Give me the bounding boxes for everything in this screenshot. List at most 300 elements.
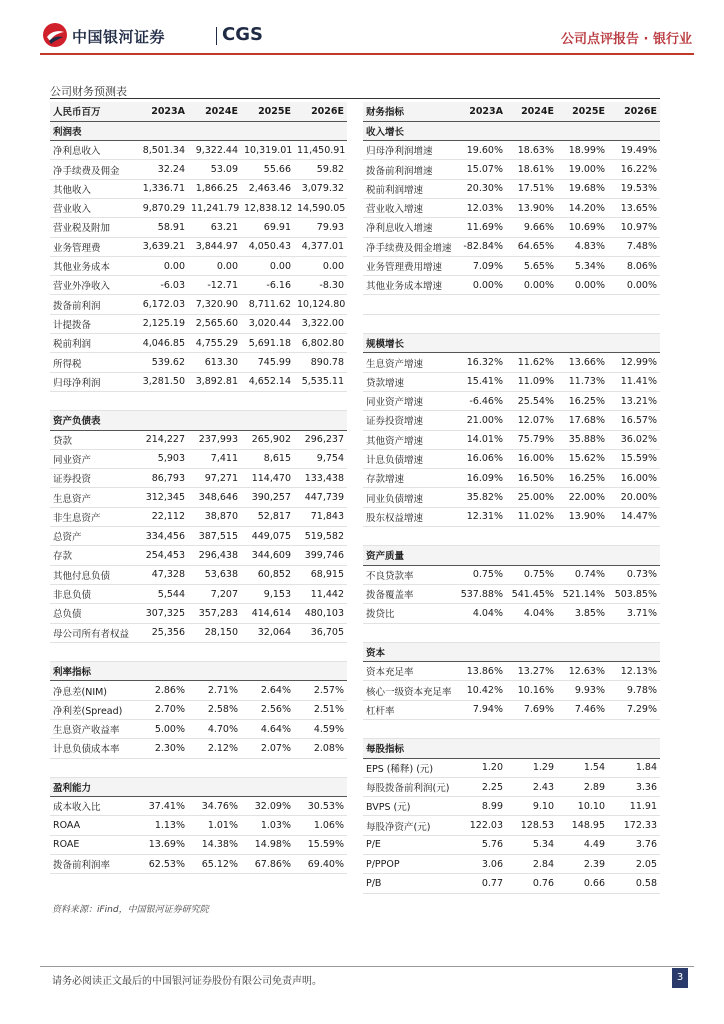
- row-value: 18.63%: [506, 141, 557, 160]
- row-value: 6,172.03: [138, 295, 188, 314]
- spacer-cell: [188, 391, 241, 410]
- row-value: 20.00%: [608, 488, 660, 507]
- row-value: 2.89: [557, 777, 608, 796]
- row-value: 11.69%: [456, 218, 506, 237]
- table-row: [50, 314, 347, 333]
- spacer-cell: [363, 314, 456, 333]
- row-value: 16.22%: [608, 160, 660, 179]
- spacer-cell: [456, 623, 506, 642]
- row-value: 1.03%: [241, 816, 294, 835]
- row-value: 1,866.25: [188, 179, 241, 198]
- row-label: 营业收入: [50, 198, 138, 217]
- row-value: 75.79%: [506, 430, 557, 449]
- header-year: 2025E: [557, 102, 608, 121]
- row-value: 3,079.32: [294, 179, 347, 198]
- table-row: [363, 700, 660, 719]
- footer-divider: [40, 966, 694, 967]
- row-label: 存款: [50, 546, 138, 565]
- row-value: 4.49: [557, 835, 608, 854]
- row-value: 15.62%: [557, 449, 608, 468]
- row-value: 5,691.18: [241, 334, 294, 353]
- row-value: 59.82: [294, 160, 347, 179]
- row-label: 证券投资增速: [363, 411, 456, 430]
- spacer-cell: [50, 758, 138, 777]
- table-row: [363, 237, 660, 256]
- spacer-cell: [608, 527, 660, 546]
- spacer-cell: [363, 527, 456, 546]
- row-value: 5.00%: [138, 720, 188, 739]
- section-label: 利率指标: [50, 662, 347, 681]
- header-label: 人民币百万: [50, 102, 138, 121]
- row-value: 2.84: [506, 855, 557, 874]
- row-value: 16.25%: [557, 469, 608, 488]
- spacer-row: [363, 623, 660, 642]
- row-value: 0.00: [294, 256, 347, 275]
- row-label: 税前利润增速: [363, 179, 456, 198]
- table-row: [363, 391, 660, 410]
- table-header-row: [50, 102, 347, 121]
- page-number: 3: [672, 968, 688, 988]
- row-value: 16.25%: [557, 391, 608, 410]
- spacer-cell: [138, 758, 188, 777]
- row-label: BVPS (元): [363, 797, 456, 816]
- row-value: 58.91: [138, 218, 188, 237]
- table-row: [50, 527, 347, 546]
- row-value: 2,565.60: [188, 314, 241, 333]
- spacer-row: [50, 391, 347, 410]
- row-value: 18.99%: [557, 141, 608, 160]
- row-label: 计提拨备: [50, 314, 138, 333]
- spacer-cell: [363, 623, 456, 642]
- spacer-row: [363, 314, 660, 333]
- row-value: 11.62%: [506, 353, 557, 372]
- row-value: 1,336.71: [138, 179, 188, 198]
- row-value: 37.41%: [138, 797, 188, 816]
- table-row: [363, 449, 660, 468]
- row-value: 60,852: [241, 565, 294, 584]
- row-value: 133,438: [294, 469, 347, 488]
- row-value: 15.41%: [456, 372, 506, 391]
- row-value: 2.57%: [294, 681, 347, 700]
- row-label: ROAE: [50, 835, 138, 854]
- spacer-cell: [506, 295, 557, 314]
- spacer-cell: [50, 391, 138, 410]
- row-value: 11,442: [294, 584, 347, 603]
- row-value: 7,411: [188, 449, 241, 468]
- row-label: 其他资产增速: [363, 430, 456, 449]
- row-value: 114,470: [241, 469, 294, 488]
- row-label: P/B: [363, 874, 456, 893]
- row-value: 14.98%: [241, 835, 294, 854]
- row-value: 13.69%: [138, 835, 188, 854]
- spacer-cell: [456, 295, 506, 314]
- row-value: 16.50%: [506, 469, 557, 488]
- row-value: 13.90%: [557, 507, 608, 526]
- row-label: 不良贷款率: [363, 565, 456, 584]
- table-row: [50, 623, 347, 642]
- table-row: [363, 662, 660, 681]
- row-value: 4.83%: [557, 237, 608, 256]
- table-row: [50, 160, 347, 179]
- section-label: 资产质量: [363, 546, 660, 565]
- report-type: 公司点评报告 · 银行业: [561, 32, 692, 47]
- row-label: 总资产: [50, 527, 138, 546]
- row-value: 12.31%: [456, 507, 506, 526]
- logo-english: CGS: [222, 24, 263, 45]
- table-row: [50, 256, 347, 275]
- row-label: 净息差(NIM): [50, 681, 138, 700]
- row-value: 19.68%: [557, 179, 608, 198]
- section-header-row: [50, 121, 347, 140]
- row-value: 10.42%: [456, 681, 506, 700]
- spacer-cell: [608, 295, 660, 314]
- logo-text: 中国银河证券: [72, 28, 166, 46]
- row-value: 38,870: [188, 507, 241, 526]
- table-row: [363, 372, 660, 391]
- row-value: 7.94%: [456, 700, 506, 719]
- row-value: 10.97%: [608, 218, 660, 237]
- row-label: 生息资产收益率: [50, 720, 138, 739]
- table-row: [363, 855, 660, 874]
- row-value: 4,755.29: [188, 334, 241, 353]
- table-row: [363, 179, 660, 198]
- table-row: [50, 584, 347, 603]
- row-value: 64.65%: [506, 237, 557, 256]
- row-value: 447,739: [294, 488, 347, 507]
- spacer-cell: [506, 720, 557, 739]
- row-value: 9.10: [506, 797, 557, 816]
- row-value: 10.10: [557, 797, 608, 816]
- row-value: 4.04%: [456, 604, 506, 623]
- row-value: 11.91: [608, 797, 660, 816]
- row-value: 503.85%: [608, 584, 660, 603]
- row-value: 63.21: [188, 218, 241, 237]
- row-value: 67.86%: [241, 855, 294, 874]
- row-value: 65.12%: [188, 855, 241, 874]
- row-value: 5.76: [456, 835, 506, 854]
- row-value: 4,046.85: [138, 334, 188, 353]
- row-label: 贷款: [50, 430, 138, 449]
- section-label: 规模增长: [363, 334, 660, 353]
- row-value: 7.48%: [608, 237, 660, 256]
- row-value: 25.00%: [506, 488, 557, 507]
- row-label: 存款增速: [363, 469, 456, 488]
- row-value: 3,281.50: [138, 372, 188, 391]
- header-year: 2024E: [188, 102, 241, 121]
- section-label: 每股指标: [363, 739, 660, 758]
- row-value: 32,064: [241, 623, 294, 642]
- row-value: 53.09: [188, 160, 241, 179]
- spacer-row: [50, 758, 347, 777]
- row-value: 32.09%: [241, 797, 294, 816]
- row-value: 2.51%: [294, 700, 347, 719]
- spacer-cell: [557, 527, 608, 546]
- section-header-row: [363, 121, 660, 140]
- row-value: 5.34: [506, 835, 557, 854]
- row-value: 19.49%: [608, 141, 660, 160]
- spacer-row: [363, 295, 660, 314]
- section-header-row: [363, 642, 660, 661]
- row-value: -6.16: [241, 276, 294, 295]
- row-value: 11.02%: [506, 507, 557, 526]
- table-row: [50, 179, 347, 198]
- row-value: 0.00: [138, 256, 188, 275]
- row-value: 480,103: [294, 604, 347, 623]
- table-row: [50, 816, 347, 835]
- row-value: 390,257: [241, 488, 294, 507]
- row-label: 计息负债增速: [363, 449, 456, 468]
- table-row: [50, 218, 347, 237]
- row-value: 2.70%: [138, 700, 188, 719]
- row-value: 14.47%: [608, 507, 660, 526]
- row-value: 12.07%: [506, 411, 557, 430]
- spacer-row: [363, 720, 660, 739]
- disclaimer: 请务必阅读正文最后的中国银河证券股份有限公司免责声明。: [52, 976, 322, 987]
- row-label: 股东权益增速: [363, 507, 456, 526]
- table-row: [363, 141, 660, 160]
- row-value: 69.40%: [294, 855, 347, 874]
- row-label: 归母净利润: [50, 372, 138, 391]
- row-value: 2,125.19: [138, 314, 188, 333]
- row-value: 34.76%: [188, 797, 241, 816]
- table-row: [50, 604, 347, 623]
- row-value: 55.66: [241, 160, 294, 179]
- section-header-row: [50, 411, 347, 430]
- table-row: [363, 604, 660, 623]
- spacer-cell: [294, 758, 347, 777]
- row-label: 拨备前利润增速: [363, 160, 456, 179]
- section-header-row: [50, 662, 347, 681]
- row-label: 营业税及附加: [50, 218, 138, 237]
- row-value: 17.51%: [506, 179, 557, 198]
- spacer-cell: [557, 623, 608, 642]
- page-header: [40, 20, 694, 60]
- row-value: 1.01%: [188, 816, 241, 835]
- row-value: 62.53%: [138, 855, 188, 874]
- section-label: 资产负债表: [50, 411, 347, 430]
- row-label: 每股拨备前利润(元): [363, 777, 456, 796]
- row-label: P/E: [363, 835, 456, 854]
- row-label: 杠杆率: [363, 700, 456, 719]
- row-value: 35.88%: [557, 430, 608, 449]
- row-value: 22,112: [138, 507, 188, 526]
- row-label: 营业收入增速: [363, 198, 456, 217]
- header-year: 2024E: [506, 102, 557, 121]
- row-value: 3,322.00: [294, 314, 347, 333]
- row-label: 净手续费及佣金增速: [363, 237, 456, 256]
- section-label: 收入增长: [363, 121, 660, 140]
- table-row: [363, 816, 660, 835]
- row-value: 36.02%: [608, 430, 660, 449]
- row-label: 计息负债成本率: [50, 739, 138, 758]
- row-label: 拨备前利润: [50, 295, 138, 314]
- spacer-cell: [506, 314, 557, 333]
- row-label: 非息负债: [50, 584, 138, 603]
- row-value: 3.06: [456, 855, 506, 874]
- row-value: 68,915: [294, 565, 347, 584]
- table-row: [50, 334, 347, 353]
- row-value: 357,283: [188, 604, 241, 623]
- section-label: 利润表: [50, 121, 347, 140]
- table-row: [50, 855, 347, 874]
- section-label: 资本: [363, 642, 660, 661]
- table-row: [363, 507, 660, 526]
- row-value: 2.39: [557, 855, 608, 874]
- row-value: 9.93%: [557, 681, 608, 700]
- row-label: 其他收入: [50, 179, 138, 198]
- row-label: 同业资产: [50, 449, 138, 468]
- source-note: 资料来源：iFind，中国银河证券研究院: [52, 905, 209, 915]
- row-value: 5,544: [138, 584, 188, 603]
- header-year: 2026E: [294, 102, 347, 121]
- row-value: 172.33: [608, 816, 660, 835]
- spacer-cell: [241, 642, 294, 661]
- row-value: 2.43: [506, 777, 557, 796]
- row-value: 296,237: [294, 430, 347, 449]
- row-label: 净利息收入增速: [363, 218, 456, 237]
- spacer-cell: [608, 314, 660, 333]
- row-value: 1.13%: [138, 816, 188, 835]
- row-value: 18.61%: [506, 160, 557, 179]
- row-value: -82.84%: [456, 237, 506, 256]
- row-value: 13.21%: [608, 391, 660, 410]
- row-value: 1.84: [608, 758, 660, 777]
- row-value: 36,705: [294, 623, 347, 642]
- row-value: 214,227: [138, 430, 188, 449]
- row-value: 9,754: [294, 449, 347, 468]
- table-row: [50, 353, 347, 372]
- row-value: 15.59%: [294, 835, 347, 854]
- header-label: 财务指标: [363, 102, 456, 121]
- row-label: 其他付息负债: [50, 565, 138, 584]
- table-row: [50, 720, 347, 739]
- spacer-cell: [138, 391, 188, 410]
- row-label: 非生息资产: [50, 507, 138, 526]
- row-value: 19.60%: [456, 141, 506, 160]
- row-value: 30.53%: [294, 797, 347, 816]
- row-value: 8.99: [456, 797, 506, 816]
- row-value: 8,711.62: [241, 295, 294, 314]
- row-value: 2.71%: [188, 681, 241, 700]
- row-value: 9,322.44: [188, 141, 241, 160]
- row-value: 2.30%: [138, 739, 188, 758]
- table-row: [363, 835, 660, 854]
- spacer-row: [363, 527, 660, 546]
- table-row: [363, 874, 660, 893]
- row-value: 3.36: [608, 777, 660, 796]
- header-year: 2023A: [138, 102, 188, 121]
- row-label: 业务管理费: [50, 237, 138, 256]
- row-label: 其他业务成本: [50, 256, 138, 275]
- row-value: 0.00: [241, 256, 294, 275]
- row-label: 每股净资产(元): [363, 816, 456, 835]
- row-value: 21.00%: [456, 411, 506, 430]
- table-row: [363, 758, 660, 777]
- row-value: 148.95: [557, 816, 608, 835]
- row-value: 312,345: [138, 488, 188, 507]
- row-label: 生息资产: [50, 488, 138, 507]
- row-value: 15.59%: [608, 449, 660, 468]
- row-value: 890.78: [294, 353, 347, 372]
- table-row: [363, 256, 660, 275]
- spacer-cell: [138, 642, 188, 661]
- spacer-cell: [241, 758, 294, 777]
- row-label: 拨备覆盖率: [363, 584, 456, 603]
- spacer-cell: [456, 314, 506, 333]
- row-value: 1.29: [506, 758, 557, 777]
- row-value: 7.09%: [456, 256, 506, 275]
- row-value: 344,609: [241, 546, 294, 565]
- row-value: 16.06%: [456, 449, 506, 468]
- spacer-row: [50, 642, 347, 661]
- row-value: 399,746: [294, 546, 347, 565]
- row-value: 0.00%: [608, 276, 660, 295]
- row-value: 10,319.01: [241, 141, 294, 160]
- row-value: 1.20: [456, 758, 506, 777]
- row-label: 所得税: [50, 353, 138, 372]
- row-value: 307,325: [138, 604, 188, 623]
- row-value: 0.73%: [608, 565, 660, 584]
- table-row: [50, 198, 347, 217]
- row-value: 12.63%: [557, 662, 608, 681]
- row-value: 9.66%: [506, 218, 557, 237]
- row-value: 25,356: [138, 623, 188, 642]
- row-value: 14.01%: [456, 430, 506, 449]
- table-row: [50, 681, 347, 700]
- row-value: 3.85%: [557, 604, 608, 623]
- spacer-cell: [557, 720, 608, 739]
- row-value: 11.73%: [557, 372, 608, 391]
- row-value: 71,843: [294, 507, 347, 526]
- row-label: 同业资产增速: [363, 391, 456, 410]
- table-row: [363, 198, 660, 217]
- table-row: [363, 276, 660, 295]
- header-year: 2025E: [241, 102, 294, 121]
- row-value: 237,993: [188, 430, 241, 449]
- row-value: 613.30: [188, 353, 241, 372]
- row-value: 0.75%: [506, 565, 557, 584]
- spacer-cell: [294, 391, 347, 410]
- section-header-row: [50, 777, 347, 796]
- row-value: 8,615: [241, 449, 294, 468]
- table-row: [363, 488, 660, 507]
- row-label: P/PPOP: [363, 855, 456, 874]
- row-value: 0.77: [456, 874, 506, 893]
- row-value: 4,377.01: [294, 237, 347, 256]
- row-value: 4.64%: [241, 720, 294, 739]
- row-value: 128.53: [506, 816, 557, 835]
- row-value: 17.68%: [557, 411, 608, 430]
- row-value: -12.71: [188, 276, 241, 295]
- row-value: 5.65%: [506, 256, 557, 275]
- row-value: 7,320.90: [188, 295, 241, 314]
- row-label: 贷款增速: [363, 372, 456, 391]
- spacer-cell: [456, 720, 506, 739]
- row-value: 15.07%: [456, 160, 506, 179]
- row-value: 97,271: [188, 469, 241, 488]
- row-value: 4.70%: [188, 720, 241, 739]
- table-row: [50, 565, 347, 584]
- header-year: 2023A: [456, 102, 506, 121]
- income-balance-table: [50, 102, 347, 874]
- row-value: 541.45%: [506, 584, 557, 603]
- table-row: [363, 469, 660, 488]
- row-value: 0.75%: [456, 565, 506, 584]
- row-value: 3,639.21: [138, 237, 188, 256]
- row-value: 0.66: [557, 874, 608, 893]
- row-label: 营业外净收入: [50, 276, 138, 295]
- financial-ratio-table: [363, 102, 660, 894]
